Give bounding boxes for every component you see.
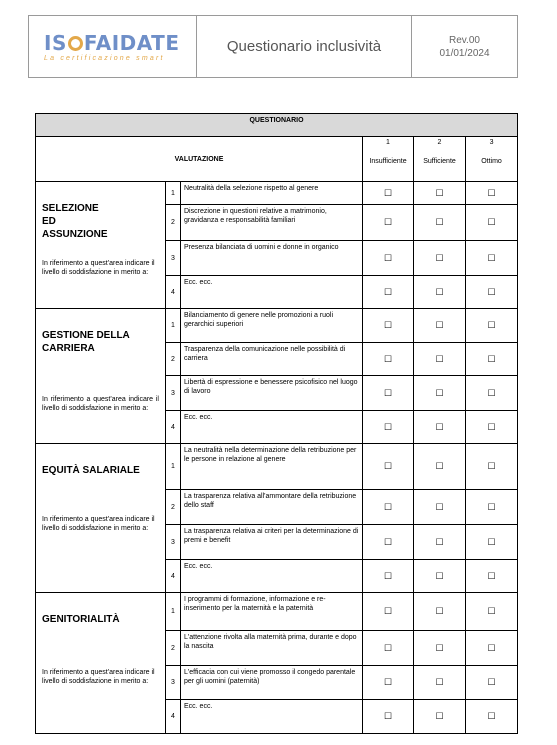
item-description: L'efficacia con cui viene promosso il congedo parentale per gli uomini (paternità) <box>181 666 363 700</box>
item-number: 3 <box>166 525 181 560</box>
document-header <box>28 15 518 78</box>
item-number: 1 <box>166 309 181 343</box>
revision-number: Rev.00 <box>449 34 480 46</box>
rating-checkbox-3[interactable]: ☐ <box>466 525 518 560</box>
scale-3: 3 Ottimo <box>466 137 518 182</box>
item-description: Ecc. ecc. <box>181 411 363 444</box>
document-title: Questionario inclusività <box>197 16 412 77</box>
table-row <box>36 593 518 631</box>
valuation-label: VALUTAZIONE <box>36 137 363 182</box>
scale-header-row <box>36 137 518 182</box>
section-title: EQUITÀ SALARIALE <box>42 465 140 476</box>
item-description: Libertà di espressione e benessere psicofisico nel luogo di lavoro <box>181 376 363 411</box>
table-row <box>36 444 518 490</box>
rating-checkbox-1[interactable]: ☐ <box>363 309 414 343</box>
item-description: Discrezione in questioni relative a matrimonio, gravidanza e responsabilità familiari <box>181 205 363 241</box>
item-description: Ecc. ecc. <box>181 560 363 593</box>
rating-checkbox-1[interactable]: ☐ <box>363 182 414 205</box>
section-note: In riferimento a quest'area indicare il livello di soddisfazione in merito a: <box>42 516 155 532</box>
item-description: Bilanciamento di genere nelle promozioni a ruoli gerarchici superiori <box>181 309 363 343</box>
company-logo <box>29 16 197 77</box>
section-title: GENITORIALITÀ <box>42 614 120 625</box>
rating-checkbox-2[interactable]: ☐ <box>414 276 466 309</box>
item-number: 2 <box>166 631 181 666</box>
item-number: 1 <box>166 444 181 490</box>
revision-block <box>412 16 517 77</box>
rating-checkbox-2[interactable]: ☐ <box>414 666 466 700</box>
rating-checkbox-2[interactable]: ☐ <box>414 241 466 276</box>
logo-tagline: La certificazione smart <box>44 54 165 62</box>
rating-checkbox-1[interactable]: ☐ <box>363 343 414 376</box>
rating-checkbox-2[interactable]: ☐ <box>414 182 466 205</box>
rating-checkbox-2[interactable]: ☐ <box>414 444 466 490</box>
rating-checkbox-1[interactable]: ☐ <box>363 205 414 241</box>
section-title: SELEZIONE ED ASSUNZIONE <box>42 203 108 240</box>
rating-checkbox-3[interactable]: ☐ <box>466 241 518 276</box>
section-title: GESTIONE DELLA CARRIERA <box>42 330 130 354</box>
rating-checkbox-3[interactable]: ☐ <box>466 205 518 241</box>
item-number: 2 <box>166 490 181 525</box>
rating-checkbox-1[interactable]: ☐ <box>363 560 414 593</box>
rating-checkbox-1[interactable]: ☐ <box>363 666 414 700</box>
item-description: L'attenzione rivolta alla maternità prima, durante e dopo la nascita <box>181 631 363 666</box>
revision-date: 01/01/2024 <box>439 47 490 59</box>
table-title: QUESTIONARIO <box>36 114 518 137</box>
section-note: In riferimento a quest'area indicare il livello di soddisfazione in merito a: <box>42 260 155 276</box>
rating-checkbox-3[interactable]: ☐ <box>466 411 518 444</box>
item-number: 3 <box>166 666 181 700</box>
rating-checkbox-3[interactable]: ☐ <box>466 700 518 734</box>
rating-checkbox-3[interactable]: ☐ <box>466 182 518 205</box>
logo-wordmark: IS FAIDATE <box>44 30 180 55</box>
item-number: 4 <box>166 411 181 444</box>
item-description: Neutralità della selezione rispetto al genere <box>181 182 363 205</box>
rating-checkbox-2[interactable]: ☐ <box>414 593 466 631</box>
section-label-cell <box>36 182 166 309</box>
item-description: La neutralità nella determinazione della retribuzione per le persone in relazione al genere <box>181 444 363 490</box>
item-number: 3 <box>166 241 181 276</box>
scale-2: 2 Sufficiente <box>414 137 466 182</box>
rating-checkbox-1[interactable]: ☐ <box>363 631 414 666</box>
rating-checkbox-3[interactable]: ☐ <box>466 444 518 490</box>
item-number: 2 <box>166 205 181 241</box>
rating-checkbox-3[interactable]: ☐ <box>466 593 518 631</box>
item-description: La trasparenza relativa all'ammontare della retribuzione dello staff <box>181 490 363 525</box>
rating-checkbox-2[interactable]: ☐ <box>414 309 466 343</box>
table-row <box>36 309 518 343</box>
section-note: In riferimento a quest'area indicare il livello di soddisfazione in merito a: <box>42 396 159 412</box>
rating-checkbox-2[interactable]: ☐ <box>414 525 466 560</box>
item-number: 4 <box>166 560 181 593</box>
section-note: In riferimento a quest'area indicare il livello di soddisfazione in merito a: <box>42 669 155 685</box>
section-label-cell <box>36 593 166 734</box>
item-description: La trasparenza relativa ai criteri per la determinazione di premi e benefit <box>181 525 363 560</box>
rating-checkbox-2[interactable]: ☐ <box>414 700 466 734</box>
rating-checkbox-2[interactable]: ☐ <box>414 343 466 376</box>
rating-checkbox-3[interactable]: ☐ <box>466 276 518 309</box>
rating-checkbox-3[interactable]: ☐ <box>466 666 518 700</box>
item-number: 4 <box>166 700 181 734</box>
item-number: 4 <box>166 276 181 309</box>
section-label-cell <box>36 444 166 593</box>
item-description: I programmi di formazione, informazione e re-inserimento per la maternità e la paternità <box>181 593 363 631</box>
rating-checkbox-1[interactable]: ☐ <box>363 241 414 276</box>
table-row <box>36 182 518 205</box>
rating-checkbox-3[interactable]: ☐ <box>466 343 518 376</box>
rating-checkbox-1[interactable]: ☐ <box>363 276 414 309</box>
item-number: 1 <box>166 182 181 205</box>
rating-checkbox-2[interactable]: ☐ <box>414 411 466 444</box>
rating-checkbox-1[interactable]: ☐ <box>363 525 414 560</box>
item-number: 1 <box>166 593 181 631</box>
item-description: Ecc. ecc. <box>181 700 363 734</box>
rating-checkbox-1[interactable]: ☐ <box>363 593 414 631</box>
rating-checkbox-2[interactable]: ☐ <box>414 205 466 241</box>
rating-checkbox-3[interactable]: ☐ <box>466 490 518 525</box>
questionnaire-table <box>35 113 518 734</box>
rating-checkbox-2[interactable]: ☐ <box>414 631 466 666</box>
item-description: Presenza bilanciata di uomini e donne in organico <box>181 241 363 276</box>
rating-checkbox-3[interactable]: ☐ <box>466 376 518 411</box>
table-title-row <box>36 114 518 137</box>
section-label-cell <box>36 309 166 444</box>
rating-checkbox-3[interactable]: ☐ <box>466 309 518 343</box>
rating-checkbox-3[interactable]: ☐ <box>466 560 518 593</box>
rating-checkbox-1[interactable]: ☐ <box>363 700 414 734</box>
item-number: 3 <box>166 376 181 411</box>
logo-ring-icon <box>68 36 83 51</box>
scale-1: 1 Insufficiente <box>363 137 414 182</box>
rating-checkbox-3[interactable]: ☐ <box>466 631 518 666</box>
rating-checkbox-1[interactable]: ☐ <box>363 444 414 490</box>
rating-checkbox-1[interactable]: ☐ <box>363 376 414 411</box>
item-description: Trasparenza della comunicazione nelle possibilità di carriera <box>181 343 363 376</box>
rating-checkbox-2[interactable]: ☐ <box>414 376 466 411</box>
rating-checkbox-1[interactable]: ☐ <box>363 411 414 444</box>
item-description: Ecc. ecc. <box>181 276 363 309</box>
item-number: 2 <box>166 343 181 376</box>
rating-checkbox-2[interactable]: ☐ <box>414 560 466 593</box>
rating-checkbox-1[interactable]: ☐ <box>363 490 414 525</box>
rating-checkbox-2[interactable]: ☐ <box>414 490 466 525</box>
